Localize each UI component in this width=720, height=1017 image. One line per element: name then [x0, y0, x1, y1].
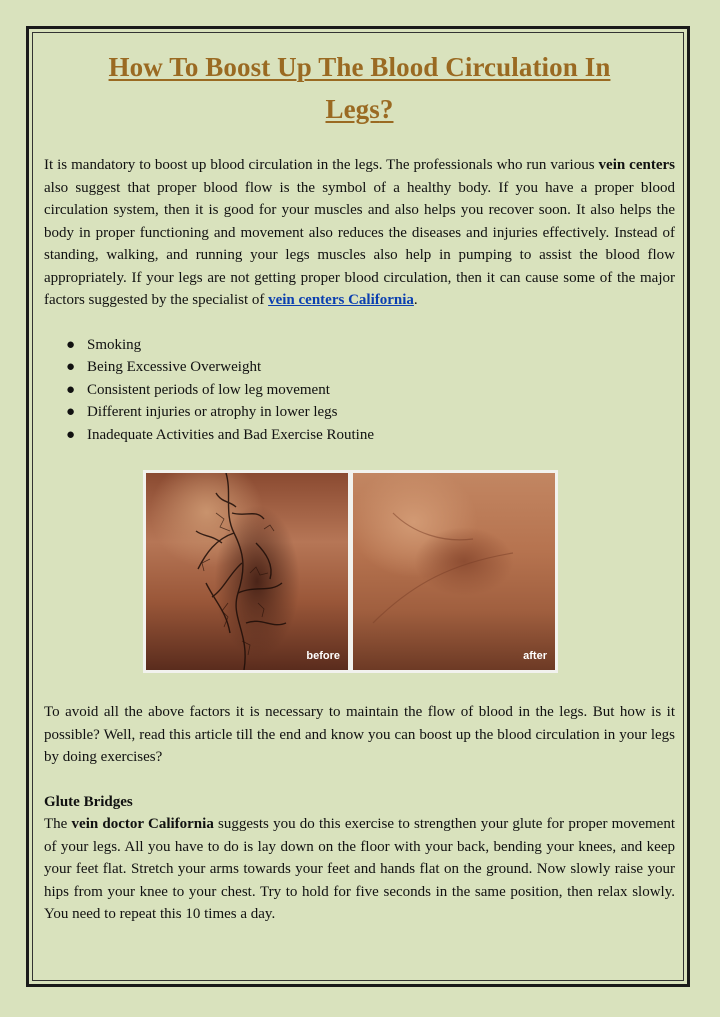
list-item	[44, 356, 675, 379]
list-item-text: Inadequate Activities and Bad Exercise Routine	[87, 426, 374, 443]
intro-text-3: .	[413, 292, 418, 308]
bullet-icon: ●	[66, 381, 76, 398]
before-label: before	[306, 650, 340, 662]
list-item	[44, 334, 675, 357]
intro-paragraph	[44, 154, 675, 312]
bullet-icon: ●	[66, 336, 76, 353]
list-item-text: Different injuries or atrophy in lower legs	[87, 404, 338, 420]
glute-text-2: suggests you do this exercise to strengthen your glute for proper movement of your legs. All you have to do is lay down on the floor with your back, bending your knees, and keep your feet flat. Stretch your arms towards your feet and hands flat on the ground. Now slowly raise your hips from your knee to your chest. Try to hold for five seconds in the same position, then relax slowly. You need to repeat this 10 times a day.	[44, 816, 675, 922]
vein-centers-california-link[interactable]: vein centers California	[268, 292, 414, 308]
title-question-mark: ?	[379, 94, 394, 124]
document-body	[44, 44, 675, 926]
before-photo	[146, 473, 348, 670]
intro-text-1: It is mandatory to boost up blood circulation in the legs. The professionals who run various	[44, 157, 599, 173]
title-line-2: Legs	[325, 94, 380, 124]
leg-skin-drawing	[353, 473, 555, 670]
page-title	[44, 44, 675, 130]
glute-bridges-paragraph	[44, 813, 675, 926]
varicose-veins-drawing	[146, 473, 348, 670]
list-item	[44, 424, 675, 447]
glute-bridges-heading: Glute Bridges	[44, 793, 133, 810]
list-item	[44, 379, 675, 402]
vein-centers-bold: vein centers	[598, 157, 675, 173]
factors-list	[44, 334, 675, 447]
title-line-1: How To Boost Up The Blood Circulation In	[108, 52, 611, 82]
intro-text-2: also suggest that proper blood flow is the symbol of a healthy body. If you have a proper blood circulation system, then it is good for your muscles and also helps you recover soon. It also helps the body in proper functioning and movement also reduces the diseases and injuries effectively. Instead of standing, walking, and running your legs muscles also help in pumping to assist the blood flow appropriately. If your legs are not getting proper blood circulation, then it can cause some of the major factors suggested by the specialist of	[44, 179, 675, 308]
bullet-icon: ●	[66, 426, 76, 443]
vein-doctor-california-bold: vein doctor California	[71, 816, 214, 832]
list-item-text: Smoking	[87, 336, 142, 353]
list-item-text: Being Excessive Overweight	[87, 359, 262, 375]
before-after-image	[143, 470, 558, 673]
after-photo	[353, 473, 555, 670]
glute-text-1: The	[44, 816, 72, 832]
list-item	[44, 401, 675, 424]
bullet-icon: ●	[66, 404, 76, 420]
bullet-icon: ●	[66, 359, 76, 375]
after-label: after	[523, 650, 547, 662]
exercise-intro-paragraph: To avoid all the above factors it is necessary to maintain the flow of blood in the legs. But how is it possible? Well, read this article till the end and know you can boost up the blood circulation in your legs by doing exercises?	[44, 704, 675, 765]
list-item-text: Consistent periods of low leg movement	[87, 381, 330, 398]
